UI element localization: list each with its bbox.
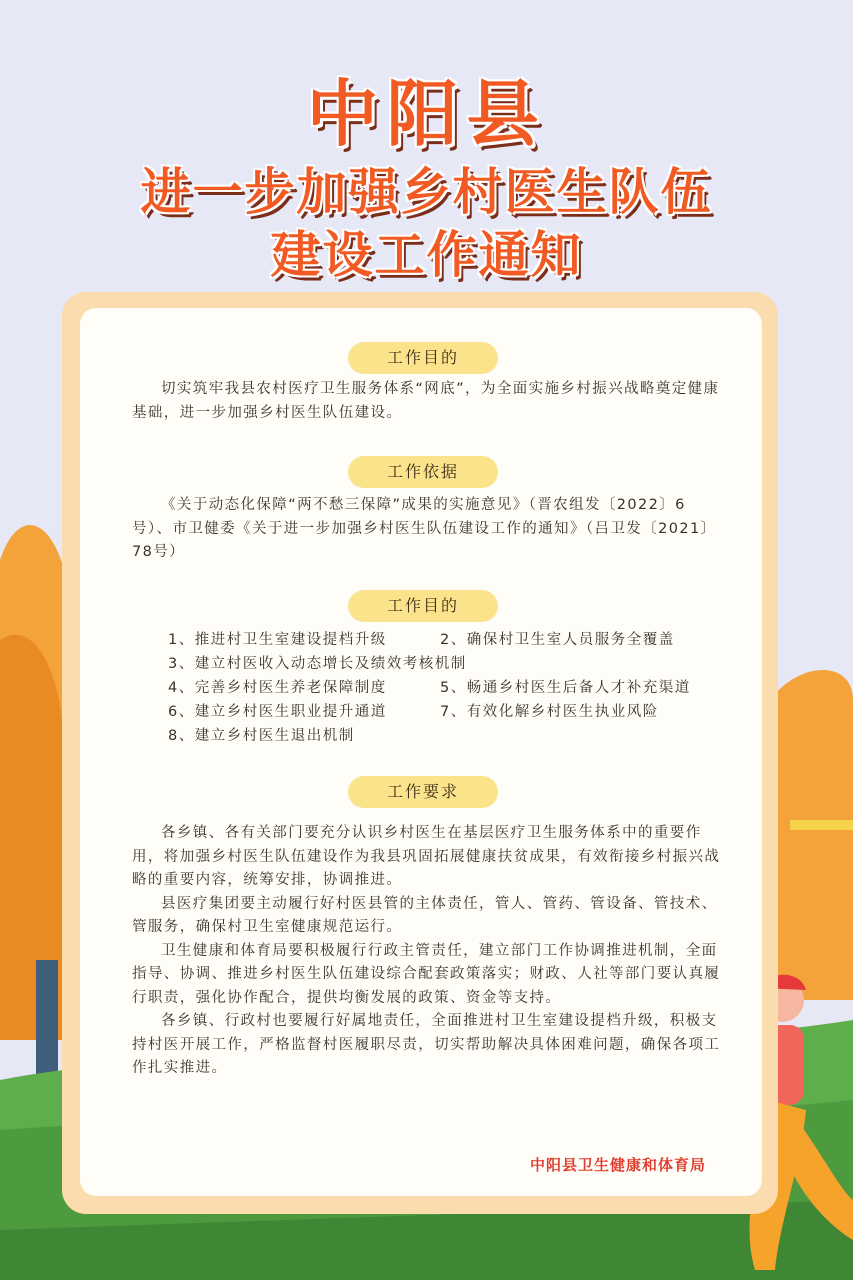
section-heading-goals: 工作目的 <box>348 590 498 622</box>
requirement-paragraph: 各乡镇、行政村也要履行好属地责任，全面推进村卫生室建设提档升级，积极支持村医开展工作，严格监督村医履职尽责，切实帮助解决具体困难问题，确保各项工作扎实推进。 <box>132 1013 721 1076</box>
section-requirements-text <box>132 822 722 1081</box>
goal-item: 1、推进村卫生室建设提档升级 <box>168 632 387 648</box>
right-tree <box>770 670 853 1000</box>
goal-item: 5、畅通乡村医生后备人才补充渠道 <box>440 680 691 696</box>
requirement-paragraph: 各乡镇、各有关部门要充分认识乡村医生在基层医疗卫生服务体系中的重要作用，将加强乡村医生队伍建设作为我县巩固拓展健康扶贫成果，有效衔接乡村振兴战略的重要内容，统筹安排，协调推进。 <box>132 825 721 888</box>
goal-item: 4、完善乡村医生养老保障制度 <box>168 680 387 696</box>
goal-item: 8、建立乡村医生退出机制 <box>168 728 355 744</box>
goal-item: 2、确保村卫生室人员服务全覆盖 <box>440 632 675 648</box>
section-purpose-text: 切实筑牢我县农村医疗卫生服务体系“网底”，为全面实施乡村振兴战略奠定健康基础，进一步加强乡村医生队伍建设。 <box>132 381 720 421</box>
requirement-paragraph: 县医疗集团要主动履行好村医县管的主体责任，管人、管药、管设备、管技术、管服务，确保村卫生室健康规范运行。 <box>132 895 718 935</box>
notice-card <box>80 308 762 1196</box>
title-line-2: 进一步加强乡村医生队伍 <box>140 163 713 221</box>
goal-item: 3、建立村医收入动态增长及绩效考核机制 <box>168 656 467 672</box>
section-heading-purpose: 工作目的 <box>348 342 498 374</box>
title-county: 中阳县 <box>306 72 547 156</box>
section-basis-text: 《关于动态化保障“两不愁三保障”成果的实施意见》（晋农组发〔2022〕6号）、市卫健委《关于进一步加强乡村医生队伍建设工作的通知》（吕卫发〔2021〕78号） <box>132 497 717 560</box>
title-line-3: 建设工作通知 <box>270 226 583 284</box>
issuer-signature: 中阳县卫生健康和体育局 <box>529 1156 706 1174</box>
requirement-paragraph: 卫生健康和体育局要积极履行行政主管责任，建立部门工作协调推进机制，全面指导、协调、推进乡村医生队伍建设综合配套政策落实；财政、人社等部门要认真履行职责，强化协作配合，提供均衡发展的政策、资金等支持。 <box>132 942 721 1006</box>
goal-item: 6、建立乡村医生职业提升通道 <box>168 704 387 720</box>
goal-item: 7、有效化解乡村医生执业风险 <box>440 704 659 720</box>
section-heading-basis: 工作依据 <box>348 456 498 488</box>
section-heading-requirements: 工作要求 <box>348 776 498 808</box>
